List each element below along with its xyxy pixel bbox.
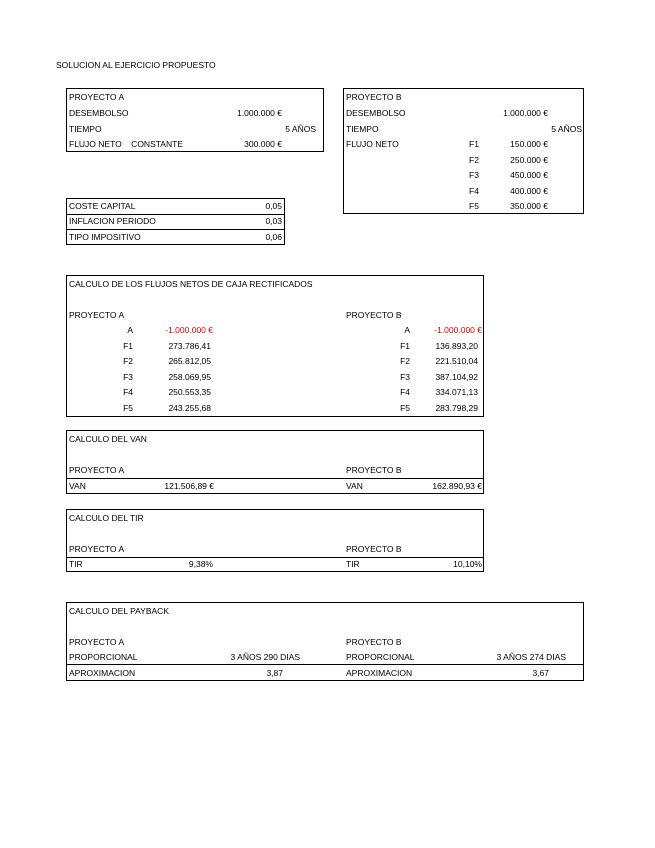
- flujos-a-period: F1: [123, 341, 133, 351]
- flujos-b-value: 221.510,04: [435, 356, 478, 366]
- proyecto-b-flujo-label: FLUJO NETO: [346, 139, 399, 149]
- payback-a-aprox-value: 3,87: [266, 668, 283, 678]
- flujos-a-value: -1.000.000 €: [165, 325, 213, 335]
- flujos-b-value: 283.798,29: [435, 403, 478, 413]
- flujos-a-period: F3: [123, 372, 133, 382]
- proyecto-b-flujo-period: F1: [469, 139, 479, 149]
- tir-a-label: TIR: [69, 559, 83, 569]
- proyecto-b-flujo-period: F2: [469, 155, 479, 165]
- flujos-a-period: F4: [123, 387, 133, 397]
- coste-capital-value: 0,05: [265, 201, 282, 211]
- tir-a-header: PROYECTO A: [69, 544, 125, 554]
- proyecto-b-flujo-period: F3: [469, 170, 479, 180]
- proyecto-a-desembolso-value: 1.000.000 €: [237, 108, 282, 118]
- van-a-label: VAN: [69, 481, 86, 491]
- van-b-value: 162.890,93 €: [432, 481, 482, 491]
- proyecto-a-header: PROYECTO A: [69, 92, 125, 102]
- proyecto-a-tiempo-label: TIEMPO: [69, 124, 102, 134]
- proyecto-b-tiempo-label: TIEMPO: [346, 124, 379, 134]
- inflacion-periodo-label: INFLACION PERIODO: [69, 216, 156, 226]
- proyecto-b-flujo-period: F4: [469, 186, 479, 196]
- flujos-b-period: A: [404, 325, 410, 335]
- proyecto-b-flujo-value: 250.000 €: [510, 155, 548, 165]
- inflacion-periodo-value: 0,03: [265, 216, 282, 226]
- tipo-impositivo-label: TIPO IMPOSITIVO: [69, 232, 141, 242]
- proyecto-b-flujo-value: 400.000 €: [510, 186, 548, 196]
- van-a-header: PROYECTO A: [69, 465, 125, 475]
- van-b-label: VAN: [346, 481, 363, 491]
- flujos-b-value: 136.893,20: [435, 341, 478, 351]
- proyecto-b-flujo-period: F5: [469, 201, 479, 211]
- payback-title: CALCULO DEL PAYBACK: [69, 606, 169, 616]
- proyecto-b-tiempo-value: 5 AÑOS: [551, 124, 582, 134]
- proyecto-a-flujo-value: 300.000 €: [244, 139, 282, 149]
- flujos-b-value: 387.104,92: [435, 372, 478, 382]
- flujos-b-period: F4: [400, 387, 410, 397]
- payback-b-prop-label: PROPORCIONAL: [346, 652, 415, 662]
- flujos-a-value: 265.812,05: [168, 356, 211, 366]
- tipo-impositivo-value: 0,06: [265, 232, 282, 242]
- payback-a-prop-value: 3 AÑOS 290 DIAS: [230, 652, 300, 662]
- proyecto-b-flujo-value: 150.000 €: [510, 139, 548, 149]
- payback-b-header: PROYECTO B: [346, 637, 402, 647]
- tir-b-value: 10,10%: [453, 559, 482, 569]
- flujos-a-value: 250.553,35: [168, 387, 211, 397]
- flujos-a-header: PROYECTO A: [69, 310, 125, 320]
- page-title: SOLUCION AL EJERCICIO PROPUESTO: [56, 60, 216, 70]
- flujos-b-period: F5: [400, 403, 410, 413]
- proyecto-b-flujo-value: 450.000 €: [510, 170, 548, 180]
- payback-a-aprox-label: APROXIMACION: [69, 668, 136, 678]
- flujos-b-header: PROYECTO B: [346, 310, 402, 320]
- proyecto-a-desembolso-label: DESEMBOLSO: [69, 108, 129, 118]
- payback-b-aprox-value: 3,67: [532, 668, 549, 678]
- flujos-a-value: 273.786,41: [168, 341, 211, 351]
- flujos-a-value: 243.255,68: [168, 403, 211, 413]
- flujos-b-value: -1.000.000 €: [434, 325, 482, 335]
- proyecto-b-header: PROYECTO B: [346, 92, 402, 102]
- proyecto-b-desembolso-value: 1.000.000 €: [503, 108, 548, 118]
- proyecto-b-flujo-value: 350.000 €: [510, 201, 548, 211]
- van-a-value: 121.506,89 €: [164, 481, 214, 491]
- flujos-a-period: F5: [123, 403, 133, 413]
- tir-title: CALCULO DEL TIR: [69, 513, 144, 523]
- tir-b-label: TIR: [346, 559, 360, 569]
- payback-b-prop-value: 3 AÑOS 274 DIAS: [496, 652, 566, 662]
- proyecto-a-flujo-label: FLUJO NETO CONSTANTE: [69, 139, 183, 149]
- payback-b-aprox-label: APROXIMACION: [346, 668, 413, 678]
- flujos-b-period: F2: [400, 356, 410, 366]
- flujos-a-period: F2: [123, 356, 133, 366]
- flujos-b-value: 334.071,13: [435, 387, 478, 397]
- flujos-b-period: F1: [400, 341, 410, 351]
- proyecto-b-desembolso-label: DESEMBOLSO: [346, 108, 406, 118]
- van-b-header: PROYECTO B: [346, 465, 402, 475]
- proyecto-a-tiempo-value: 5 AÑOS: [285, 124, 316, 134]
- tir-a-value: 9,38%: [188, 559, 213, 569]
- tir-b-header: PROYECTO B: [346, 544, 402, 554]
- payback-a-prop-label: PROPORCIONAL: [69, 652, 138, 662]
- flujos-a-value: 258.069,95: [168, 372, 211, 382]
- van-title: CALCULO DEL VAN: [69, 434, 147, 444]
- payback-a-header: PROYECTO A: [69, 637, 125, 647]
- coste-capital-label: COSTE CAPITAL: [69, 201, 136, 211]
- flujos-a-period: A: [127, 325, 133, 335]
- flujos-b-period: F3: [400, 372, 410, 382]
- flujos-rectificados-title: CALCULO DE LOS FLUJOS NETOS DE CAJA RECTIFICADOS: [69, 279, 313, 289]
